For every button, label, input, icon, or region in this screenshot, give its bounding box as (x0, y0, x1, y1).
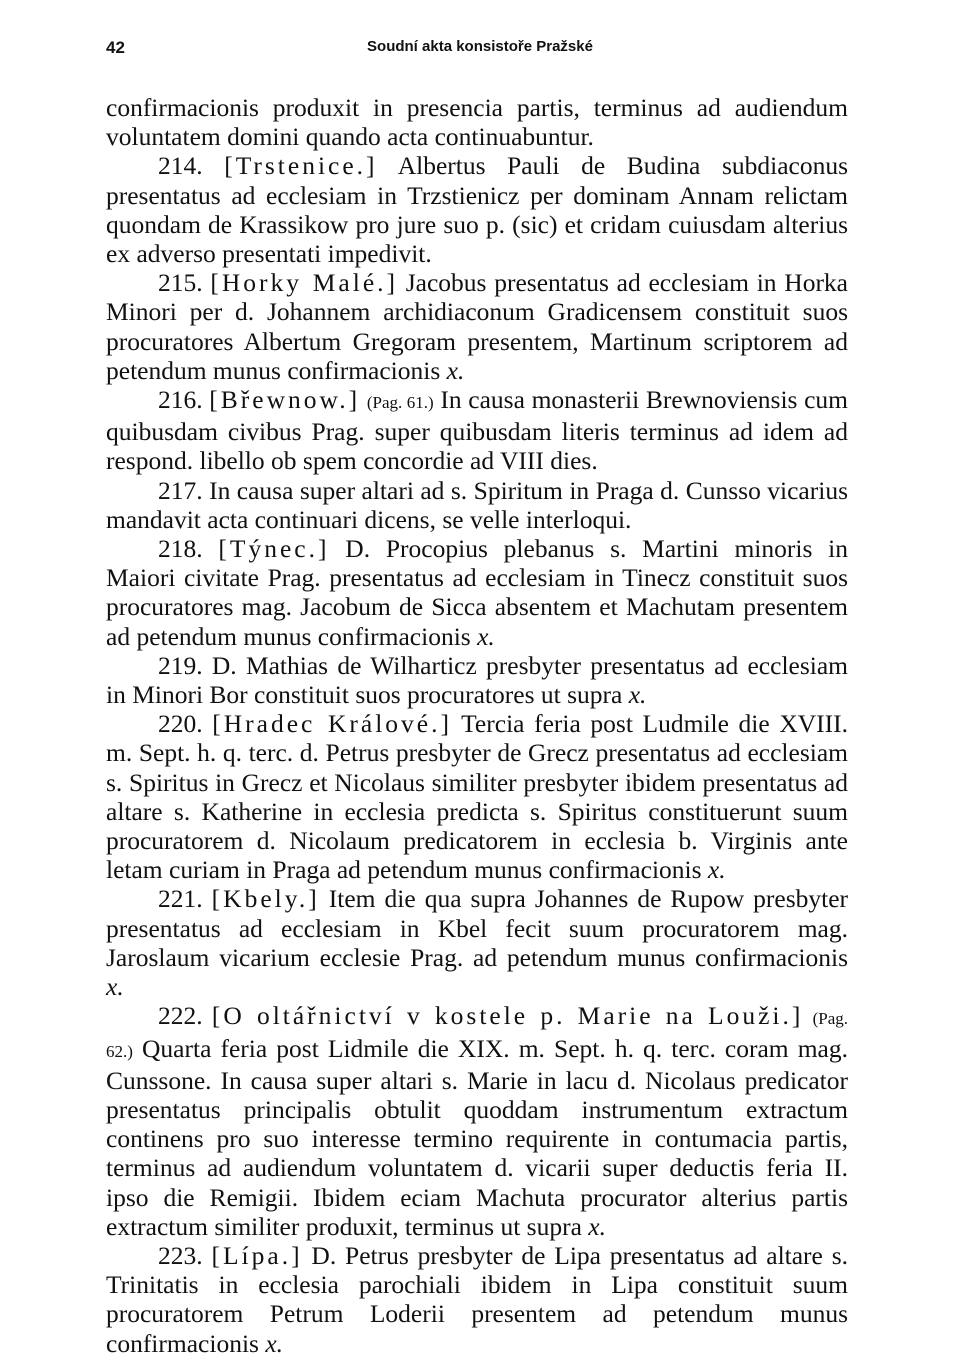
entry-paragraph (106, 268, 848, 385)
entry-paragraph (106, 709, 848, 884)
entry-paragraph (106, 476, 848, 534)
entry-text: D. Mathias de Wilharticz presbyter presentatus ad ecclesiam in Minori Bor constituit suos procuratores ut supra (106, 650, 849, 710)
place-heading: [Trstenice.] (224, 151, 378, 181)
abbreviation-mark: x. (588, 1211, 606, 1241)
entry-number: 216. (158, 385, 203, 415)
entry-paragraph (106, 884, 848, 1001)
entry-paragraph (106, 151, 848, 268)
abbreviation-mark: x. (707, 855, 726, 885)
entry-paragraph (106, 385, 848, 476)
place-heading: [Horky Malé.] (210, 268, 399, 298)
running-title: Soudní akta konsistoře Pražské (367, 38, 593, 55)
entry-number: 215. (158, 268, 203, 298)
entry-number: 214. (158, 151, 203, 181)
place-heading: [Hradec Králové.] (212, 709, 452, 739)
entry-paragraph (106, 534, 848, 651)
entry-text: In causa super altari ad s. Spiritum in Praga d. Cunsso vicarius mandavit acta continuari dicens, se velle interloqui. (106, 475, 848, 534)
entry-text: Jacobus presentatus ad ecclesiam in Horka Minori per d. Johannem archidiaconum Gradicensem constituit suos procuratores Albertum Gregoram presentem, Martinum scriptorem ad petendum munus confirmacionis (106, 268, 849, 385)
place-heading: [Lípa.] (211, 1240, 303, 1270)
entry-number: 220. (158, 709, 203, 739)
entry-text: D. Procopius plebanus s. Martini minoris in Maiori civitate Prag. presentatus ad ecclesiam in Tinecz constituit suos procuratores mag. Jacobum de Sicca absentem et Machutam presentem ad petendum munus confirmacionis (106, 534, 849, 651)
entry-paragraph (106, 651, 848, 709)
entry-paragraph (106, 1001, 848, 1241)
entry-text: In causa monasterii Brewnoviensis cum quibusdam civibus Prag. super quibusdam literis terminus ad idem ad respond. libello ob spem concordie ad VIII dies. (106, 385, 849, 476)
running-header (106, 38, 854, 62)
entry-number: 223. (158, 1240, 203, 1270)
entry-text: Item die qua supra Johannes de Rupow presbyter presentatus ad ecclesiam in Kbel fecit suum procuratorem mag. Jaroslaum vicarium ecclesie Prag. ad petendum munus confirmacionis (106, 884, 849, 972)
place-heading: [O oltářnictví v kostele p. Marie na Louži.] (211, 1001, 804, 1031)
entry-list (106, 151, 848, 1357)
page-reference: (Pag. 61.) (366, 393, 434, 413)
abbreviation-mark: x. (477, 621, 495, 651)
page-reference: (Pag. 62.) (106, 1009, 848, 1061)
entry-number: 222. (158, 1001, 203, 1031)
entry-paragraph (106, 1241, 848, 1358)
abbreviation-mark: x. (446, 355, 465, 385)
place-heading: [Břewnow.] (209, 385, 361, 415)
entry-text: Albertus Pauli de Budina subdiaconus presentatus ad ecclesiam in Trzstienicz per dominam Annam relictam quondam de Krassikow pro jure suo p. (sic) et cridam cuiusdam alterius ex adverso presentati impedivit. (106, 151, 849, 269)
entry-number: 221. (158, 884, 203, 914)
abbreviation-mark: x. (106, 972, 124, 1002)
entry-number: 217. (158, 475, 203, 505)
abbreviation-mark: x. (265, 1328, 284, 1358)
body-text (106, 93, 848, 1358)
entry-text: Tercia feria post Ludmile die XVIII. m. Sept. h. q. terc. d. Petrus presbyter de Grecz presentatus ad ecclesiam s. Spiritus in Grecz et Nicolaus similiter presbyter ibidem presentatus ad altare s. Katherine in ecclesia predicta s. Spiritus constituerunt suum procuratorem d. Nicolaum predicatorem in ecclesia b. Virginis ante letam curiam in Praga ad petendum munus confirmacionis (106, 709, 848, 885)
entry-text: Quarta feria post Lidmile die XIX. m. Sept. h. q. terc. coram mag. Cunssone. In causa super altari s. Marie in lacu d. Nicolaus predicator presentatus principalis obtulit quoddam instrumentum extractum continens pro suo interesse termino requirente in contumacia partis, terminus ad audiendum voluntatem d. vicarii super deductis feria II. ipso die Remigii. Ibidem eciam Machuta procurator alterius partis extractum similiter produxit, terminus ut supra (106, 1033, 849, 1241)
page-number: 42 (106, 38, 125, 57)
abbreviation-mark: x. (628, 680, 647, 710)
entry-number: 218. (158, 534, 203, 564)
continuation-paragraph: confirmacionis produxit in presencia partis, terminus ad audiendum voluntatem domini quando acta continuabuntur. (106, 93, 848, 152)
entry-number: 219. (158, 650, 203, 680)
place-heading: [Týnec.] (218, 534, 330, 564)
entry-text: D. Petrus presbyter de Lipa presentatus ad altare s. Trinitatis in ecclesia parochiali ibidem in Lipa constituit suum procuratorem Petrum Loderii presentem ad petendum munus confirmacionis (106, 1240, 849, 1358)
place-heading: [Kbely.] (211, 884, 320, 914)
